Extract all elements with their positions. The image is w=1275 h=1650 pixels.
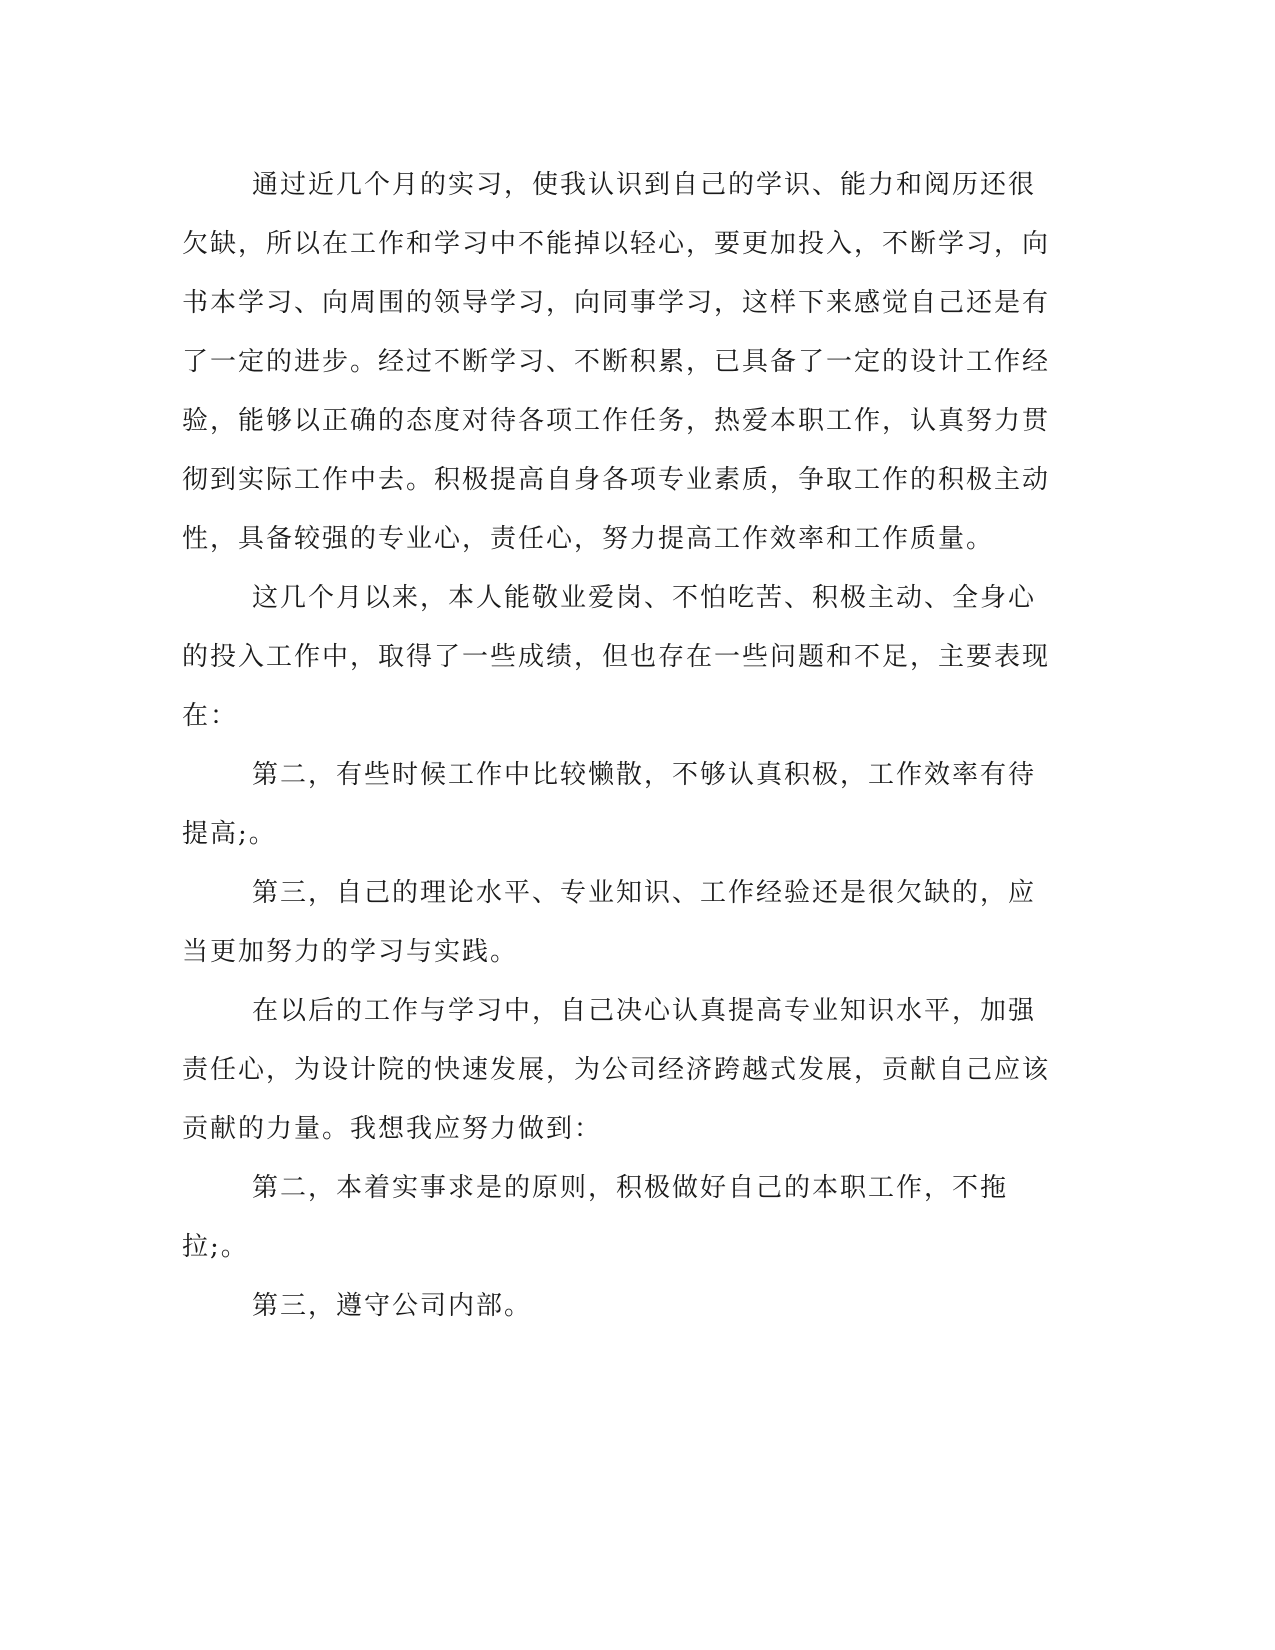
paragraph-future-plan: 在以后的工作与学习中，自己决心认真提高专业知识水平，加强责任心，为设计院的快速发展，为公司经济跨越式发展，贡献自己应该贡献的力量。我想我应努力做到： (182, 996, 1051, 1144)
paragraph-shortcoming-second: 第二，有些时候工作中比较懒散，不够认真积极，工作效率有待提高;。 (182, 760, 1037, 849)
document-body (182, 156, 1062, 1336)
paragraph-plan-second: 第二，本着实事求是的原则，积极做好自己的本职工作，不拖拉;。 (182, 1173, 1009, 1262)
paragraph-achievements-and-shortcomings: 这几个月以来，本人能敬业爱岗、不怕吃苦、积极主动、全身心的投入工作中，取得了一些成绩，但也存在一些问题和不足，主要表现在： (182, 583, 1051, 731)
paragraph-shortcoming-third: 第三，自己的理论水平、专业知识、工作经验还是很欠缺的，应当更加努力的学习与实践。 (182, 878, 1037, 967)
paragraph-internship-reflection: 通过近几个月的实习，使我认识到自己的学识、能力和阅历还很欠缺，所以在工作和学习中不能掉以轻心，要更加投入，不断学习，向书本学习、向周围的领导学习，向同事学习，这样下来感觉自己还是有了一定的进步。经过不断学习、不断积累，已具备了一定的设计工作经验，能够以正确的态度对待各项工作任务，热爱本职工作，认真努力贯彻到实际工作中去。积极提高自身各项专业素质，争取工作的积极主动性，具备较强的专业心，责任心，努力提高工作效率和工作质量。 (182, 170, 1051, 554)
paragraph-plan-third: 第三，遵守公司内部。 (252, 1291, 533, 1321)
